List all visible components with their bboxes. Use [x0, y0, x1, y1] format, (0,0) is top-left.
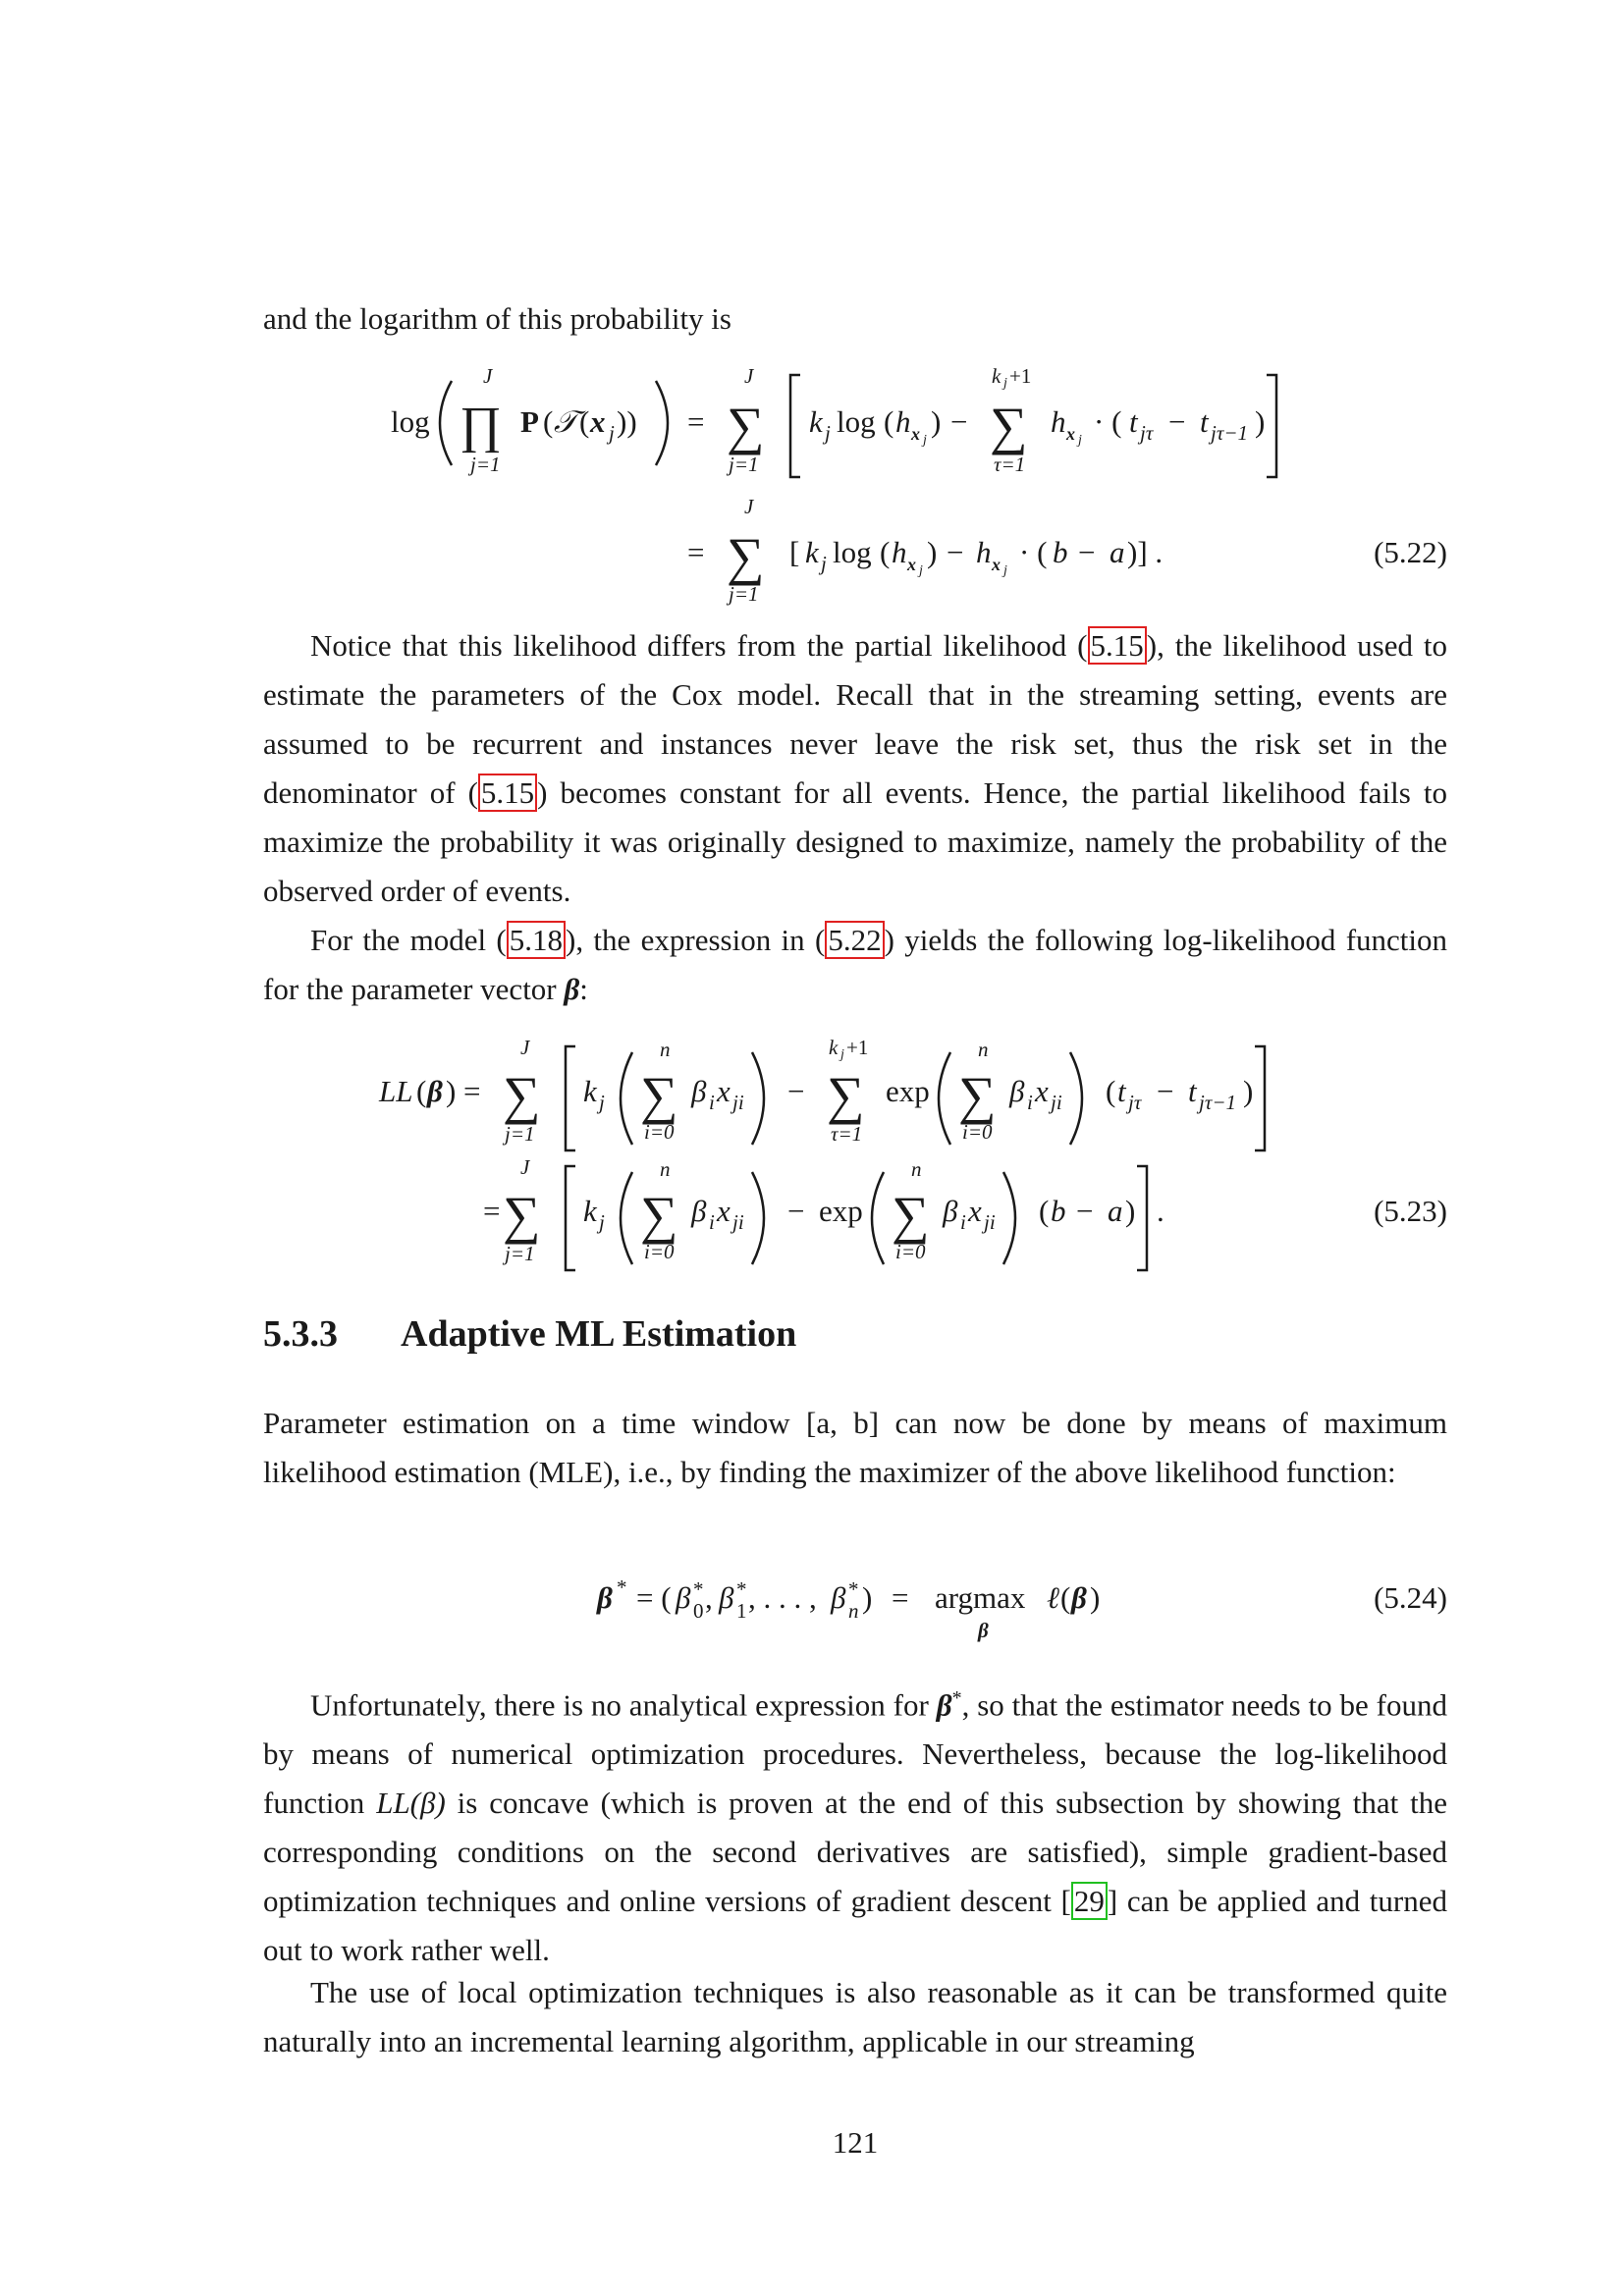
svg-text:β: β — [831, 1580, 846, 1615]
citation-29-link[interactable]: 29 — [1071, 1882, 1108, 1920]
svg-text:x: x — [992, 555, 1001, 574]
svg-text:τ=1: τ=1 — [831, 1122, 863, 1146]
svg-text:LL: LL — [379, 1074, 413, 1108]
svg-text:(: ( — [416, 1074, 427, 1108]
svg-text:J: J — [520, 1036, 530, 1059]
svg-text:i=0: i=0 — [644, 1120, 675, 1144]
svg-text:log: log — [833, 535, 872, 569]
svg-text:b: b — [1051, 1194, 1066, 1228]
svg-text:*: * — [693, 1577, 704, 1601]
svg-text:(: ( — [880, 535, 891, 569]
svg-text:ji: ji — [732, 1091, 744, 1114]
svg-text:j=1: j=1 — [470, 453, 501, 476]
svg-text:x: x — [590, 404, 606, 439]
svg-text:*: * — [617, 1575, 627, 1599]
svg-text:): ) — [927, 535, 938, 569]
svg-text:−: − — [1076, 1194, 1094, 1228]
svg-text:𝒯: 𝒯 — [554, 404, 577, 439]
svg-text:jτ−1: jτ−1 — [1211, 421, 1249, 445]
svg-text:= (: = ( — [636, 1580, 672, 1615]
equation-number-5-24: (5.24) — [1374, 1580, 1447, 1615]
svg-text:a: a — [1110, 535, 1125, 569]
svg-text:x: x — [717, 1194, 731, 1228]
svg-text:): ) — [931, 404, 942, 439]
svg-text:h: h — [892, 535, 907, 569]
svg-text:jτ: jτ — [1140, 421, 1154, 445]
svg-text:j: j — [1078, 433, 1082, 448]
svg-text:exp: exp — [886, 1074, 930, 1108]
paragraph-model: For the model (5.18), the expression in (5.22) yields the following log-likelihood function for the parameter vector β: — [263, 923, 1448, 1006]
svg-text:a: a — [1108, 1194, 1123, 1228]
svg-text:−: − — [1168, 404, 1186, 439]
svg-text:=: = — [483, 1194, 501, 1228]
svg-text:n: n — [978, 1038, 989, 1061]
equation-5-23 — [263, 1036, 1447, 1286]
paragraph-parameter-estimation: Parameter estimation on a time window [a, b] can now be done by means of maximum likelihood estimation (MLE), i.e., by finding the maximizer of the above likelihood function: — [263, 1406, 1447, 1489]
svg-text:β: β — [1009, 1074, 1025, 1108]
svg-text:k: k — [992, 364, 1001, 388]
svg-text:t: t — [1129, 404, 1138, 439]
svg-text:): ) — [446, 1074, 457, 1108]
svg-text:b: b — [1053, 535, 1068, 569]
svg-text:log: log — [837, 404, 876, 439]
svg-text:∑: ∑ — [727, 397, 765, 455]
svg-text:j: j — [923, 433, 927, 448]
svg-text:β: β — [978, 1619, 989, 1642]
svg-text:x: x — [1035, 1074, 1049, 1108]
svg-text:j: j — [1003, 376, 1007, 391]
svg-text:h: h — [895, 404, 911, 439]
svg-text:∑: ∑ — [727, 527, 765, 586]
document-page — [263, 0, 1447, 2296]
svg-text:[: [ — [789, 535, 800, 569]
svg-text:j=1: j=1 — [505, 1122, 535, 1146]
svg-text:*: * — [848, 1577, 859, 1601]
svg-text:x: x — [717, 1074, 731, 1108]
svg-text:=: = — [892, 1580, 909, 1615]
svg-text:j=1: j=1 — [729, 453, 759, 476]
svg-text:): ) — [862, 1580, 873, 1615]
svg-text:β: β — [676, 1580, 691, 1615]
svg-text:i=0: i=0 — [895, 1240, 926, 1263]
equation-number-5-22: (5.22) — [1374, 535, 1447, 569]
svg-text:−: − — [1078, 535, 1096, 569]
svg-text:j=1: j=1 — [729, 582, 759, 606]
section-heading — [263, 1312, 796, 1356]
svg-text:k: k — [829, 1036, 839, 1059]
svg-text:h: h — [1051, 404, 1066, 439]
svg-text:j: j — [821, 552, 827, 575]
svg-text:+1: +1 — [1009, 364, 1032, 388]
svg-text:∑: ∑ — [990, 397, 1028, 455]
paragraph-numerical-optimization: Unfortunately, there is no analytical expression for β*, so that the estimator needs to be found by means of numerical optimization procedures. Nevertheless, because the log-likelihood function LL(β) is concave (which is proven at the end of this subsection by showing that the corresponding conditions on the second derivatives are satisfied), simple gradient-based optimization techniques and online versions of gradient descent [29] can be applied and turned out to work rather well. — [263, 1687, 1448, 1968]
svg-text:· (: · ( — [1019, 535, 1048, 569]
svg-text:=: = — [463, 1074, 481, 1108]
svg-text:β: β — [427, 1074, 443, 1108]
svg-text:): ) — [1090, 1580, 1101, 1615]
svg-text:x: x — [907, 555, 916, 574]
svg-text:t: t — [1188, 1074, 1197, 1108]
svg-text:i: i — [709, 1091, 715, 1114]
svg-text:=: = — [687, 404, 705, 439]
svg-text:x: x — [911, 424, 920, 444]
svg-text:x: x — [1066, 424, 1075, 444]
svg-text:(: ( — [1060, 1580, 1071, 1615]
svg-text:1: 1 — [736, 1599, 747, 1623]
svg-text:ji: ji — [984, 1210, 996, 1234]
svg-text:h: h — [976, 535, 992, 569]
svg-text:−: − — [950, 404, 968, 439]
svg-text:∑: ∑ — [640, 1066, 678, 1125]
paragraph-likelihood-notice: Notice that this likelihood differs from the partial likelihood (5.15), the likelihood used to estimate the parameters of the Cox model. Recall that in the streaming setting, events are assumed to be recurrent and instances never leave the risk set, thus the risk set in the denominator of (5.15) becomes constant for all events. Hence, the partial likelihood fails to maximize the probability it was originally designed to maximize, namely the probability of the observed order of events. — [263, 628, 1448, 908]
svg-text:(: ( — [543, 404, 554, 439]
eq-log: log — [391, 404, 430, 439]
svg-text:, . . . ,: , . . . , — [748, 1580, 817, 1615]
svg-text:j: j — [599, 1091, 605, 1114]
ref-5-15-link-2[interactable]: 5.15 — [478, 774, 537, 812]
svg-text:(: ( — [579, 404, 590, 439]
section-number: 5.3.3 — [263, 1313, 338, 1355]
svg-text:∑: ∑ — [958, 1066, 997, 1125]
svg-text:=: = — [687, 535, 705, 569]
svg-text:· (: · ( — [1094, 404, 1122, 439]
ref-5-22-link[interactable]: 5.22 — [825, 921, 884, 959]
svg-text:i=0: i=0 — [644, 1240, 675, 1263]
equation-number-5-23: (5.23) — [1374, 1194, 1447, 1228]
svg-text:j: j — [1003, 563, 1007, 578]
svg-text:exp: exp — [819, 1194, 863, 1228]
page-number: 121 — [832, 2125, 879, 2160]
ref-5-18-link[interactable]: 5.18 — [507, 921, 566, 959]
section-title: Adaptive ML Estimation — [401, 1313, 797, 1355]
svg-text:(: ( — [1039, 1194, 1050, 1228]
svg-text:t: t — [1117, 1074, 1126, 1108]
svg-text:j: j — [599, 1210, 605, 1234]
svg-text:n: n — [911, 1157, 922, 1181]
svg-text:−: − — [947, 535, 964, 569]
svg-text:(: ( — [1106, 1074, 1116, 1108]
svg-text:−: − — [1157, 1074, 1174, 1108]
svg-text:β: β — [943, 1194, 958, 1228]
svg-text:J: J — [744, 495, 754, 518]
svg-text:J: J — [744, 364, 754, 388]
svg-text:jτ: jτ — [1128, 1091, 1142, 1114]
svg-text:∑: ∑ — [892, 1186, 930, 1245]
svg-text:∑: ∑ — [640, 1186, 678, 1245]
svg-text:J: J — [520, 1155, 530, 1179]
svg-text:i: i — [960, 1210, 966, 1234]
svg-text:β: β — [691, 1074, 707, 1108]
svg-text:J: J — [483, 364, 493, 388]
svg-text:): ) — [1243, 1074, 1254, 1108]
svg-text:)] .: )] . — [1127, 535, 1164, 569]
svg-text:t: t — [1200, 404, 1209, 439]
svg-text:β: β — [597, 1580, 613, 1615]
svg-text:j: j — [825, 421, 831, 445]
svg-text:n: n — [660, 1157, 671, 1181]
svg-text:): ) — [1255, 404, 1266, 439]
paragraph-local-optimization: The use of local optimization techniques is also reasonable as it can be transformed quite naturally into an incremental learning algorithm, applicable in our streaming — [263, 1975, 1447, 2058]
svg-text:ji: ji — [1051, 1091, 1062, 1114]
svg-text:∑: ∑ — [503, 1066, 541, 1125]
intro-line: and the logarithm of this probability is — [263, 301, 731, 336]
svg-text:k: k — [809, 404, 823, 439]
svg-text:β: β — [719, 1580, 734, 1615]
svg-text:j: j — [919, 563, 923, 578]
svg-text:τ=1: τ=1 — [994, 453, 1026, 476]
svg-text:j: j — [609, 421, 615, 445]
argmax-operator: argmax — [935, 1580, 1026, 1615]
equation-5-24 — [263, 1561, 1447, 1649]
svg-text:0: 0 — [693, 1599, 704, 1623]
svg-text:.: . — [1157, 1194, 1164, 1228]
svg-text:)): )) — [617, 404, 637, 439]
svg-text:−: − — [787, 1194, 805, 1228]
svg-text:n: n — [660, 1038, 671, 1061]
ref-5-15-link[interactable]: 5.15 — [1088, 626, 1147, 665]
svg-text:ℓ: ℓ — [1047, 1580, 1059, 1615]
svg-text:i=0: i=0 — [962, 1120, 993, 1144]
svg-text:ji: ji — [732, 1210, 744, 1234]
svg-text:β: β — [1071, 1580, 1087, 1615]
svg-text:∏: ∏ — [460, 398, 502, 454]
svg-text:k: k — [805, 535, 819, 569]
svg-text:∑: ∑ — [503, 1186, 541, 1245]
svg-text:β: β — [691, 1194, 707, 1228]
svg-text:∑: ∑ — [827, 1066, 865, 1125]
svg-text:x: x — [968, 1194, 982, 1228]
svg-text:j=1: j=1 — [505, 1242, 535, 1265]
svg-text:(: ( — [884, 404, 894, 439]
svg-text:k: k — [583, 1074, 597, 1108]
svg-text:P: P — [520, 404, 539, 439]
svg-text:,: , — [705, 1580, 713, 1615]
svg-text:j: j — [840, 1047, 844, 1062]
svg-text:−: − — [787, 1074, 805, 1108]
svg-text:*: * — [736, 1577, 747, 1601]
svg-text:): ) — [1125, 1194, 1136, 1228]
svg-text:i: i — [1027, 1091, 1033, 1114]
svg-text:+1: +1 — [846, 1036, 869, 1059]
svg-text:n: n — [848, 1599, 859, 1623]
svg-text:jτ−1: jτ−1 — [1199, 1091, 1237, 1114]
svg-text:i: i — [709, 1210, 715, 1234]
svg-text:k: k — [583, 1194, 597, 1228]
